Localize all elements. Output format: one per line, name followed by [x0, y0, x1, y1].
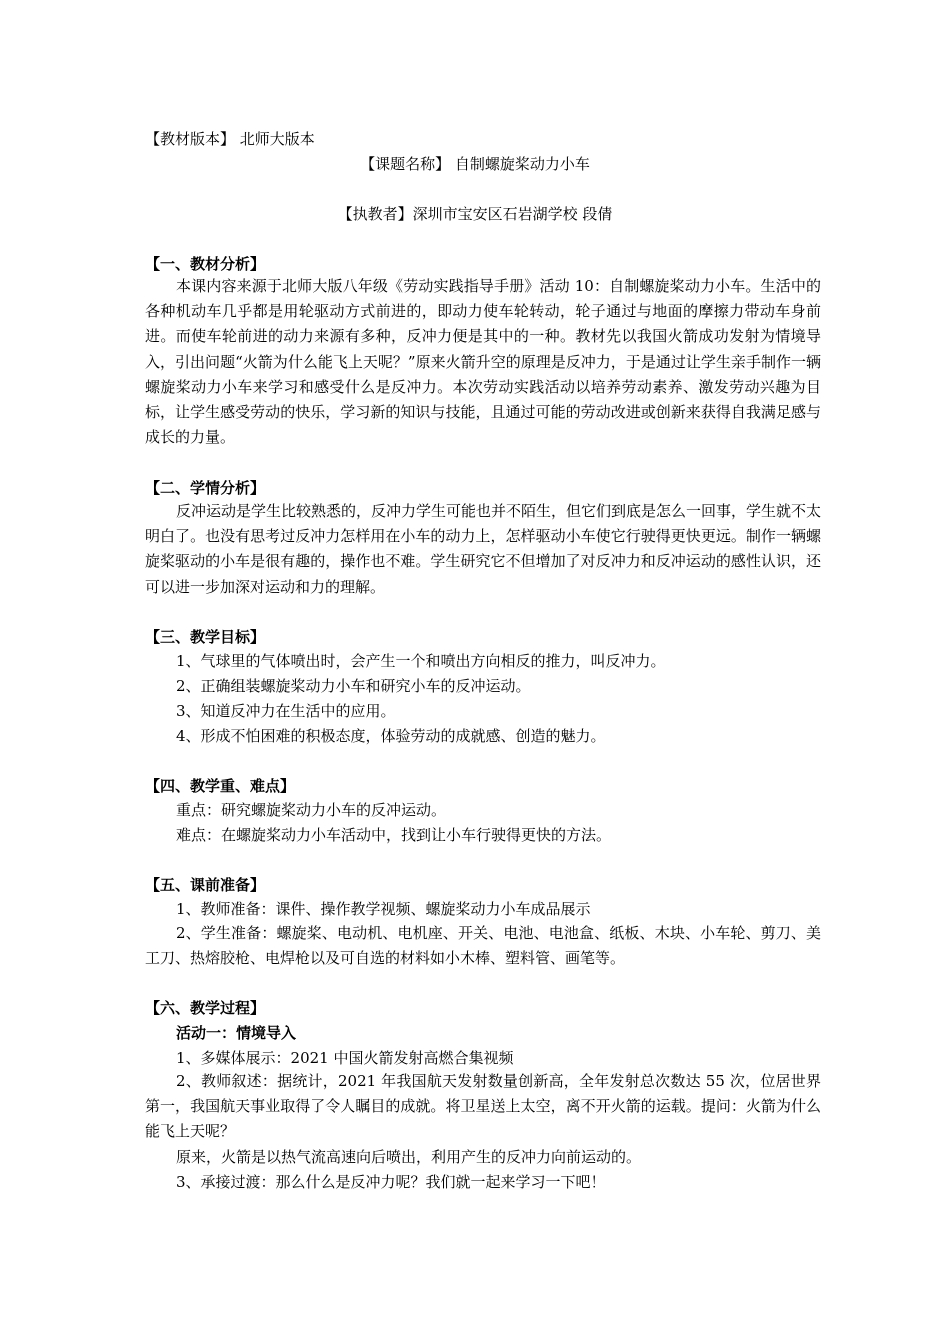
section-heading-preparation: 【五、课前准备】: [145, 876, 266, 894]
difficult-point: 难点：在螺旋桨动力小车活动中，找到让小车行驶得更快的方法。: [176, 826, 612, 844]
section-heading-process: 【六、教学过程】: [145, 999, 266, 1017]
process-step: 1、多媒体展示：2021 中国火箭发射高燃合集视频: [176, 1049, 514, 1067]
process-explanation: 原来，火箭是以热气流高速向后喷出，利用产生的反冲力向前运动的。: [176, 1148, 642, 1166]
key-point: 重点：研究螺旋桨动力小车的反冲运动。: [176, 801, 447, 819]
student-analysis-paragraph: 反冲运动是学生比较熟悉的，反冲力学生可能也并不陌生，但它们到底是怎么一回事，学生就不太明白了。也没有思考过反冲力怎样用在小车的动力上，怎样驱动小车使它行驶得更快更远。制作一辆螺旋桨驱动的小车是很有趣的，操作也不难。学生研究它不但增加了对反冲力和反冲运动的感性认识，还可以进一步加深对运动和力的理解。: [145, 502, 822, 596]
material-analysis-paragraph: 本课内容来源于北师大版八年级《劳动实践指导手册》活动 10：自制螺旋桨动力小车。生活中的各种机动车几乎都是用轮驱动方式前进的，即动力使车轮转动，轮子通过与地面的摩擦力带动车身前进。而使车轮前进的动力来源有多种，反冲力便是其中的一种。教材先以我国火箭成功发射为情境导入，引出问题“火箭为什么能飞上天呢？”原来火箭升空的原理是反冲力，于是通过让学生亲手制作一辆螺旋桨动力小车来学习和感受什么是反冲力。本次劳动实践活动以培养劳动素养、激发劳动兴趣为目标，让学生感受劳动的快乐，学习新的知识与技能，且通过可能的劳动改进或创新来获得自我满足感与成长的力量。: [145, 277, 821, 447]
teacher-line: 【执教者】深圳市宝安区石岩湖学校 段倩: [337, 205, 613, 223]
lesson-title: 【课题名称】 自制螺旋桨动力小车: [360, 155, 590, 173]
objective-item: 2、正确组装螺旋桨动力小车和研究小车的反冲运动。: [176, 677, 531, 695]
activity-title: 活动一：情境导入: [176, 1024, 297, 1042]
section-heading-material-analysis: 【一、教材分析】: [145, 255, 266, 273]
process-step: 2、教师叙述：据统计，2021 年我国航天发射数量创新高，全年发射总次数达 55 次，位居世界第一，我国航天事业取得了令人瞩目的成就。将卫星送上太空，离不开火箭的运载。提问：火箭为什么能飞上天呢？: [145, 1072, 821, 1141]
process-step: 3、承接过渡：那么什么是反冲力呢？我们就一起来学习一下吧！: [176, 1173, 606, 1191]
section-heading-student-analysis: 【二、学情分析】: [145, 479, 266, 497]
section-heading-objectives: 【三、教学目标】: [145, 628, 266, 646]
objective-item: 3、知道反冲力在生活中的应用。: [176, 702, 396, 720]
teacher-preparation: 1、教师准备：课件、操作教学视频、螺旋桨动力小车成品展示: [176, 900, 591, 918]
student-preparation: 2、学生准备：螺旋桨、电动机、电机座、开关、电池、电池盒、纸板、木块、小车轮、剪刀、美工刀、热熔胶枪、电焊枪以及可自选的材料如小木棒、塑料管、画笔等。: [145, 924, 821, 968]
objective-item: 1、气球里的气体喷出时，会产生一个和喷出方向相反的推力，叫反冲力。: [176, 652, 666, 670]
edition-line: 【教材版本】 北师大版本: [145, 130, 315, 148]
objective-item: 4、形成不怕困难的积极态度，体验劳动的成就感、创造的魅力。: [176, 727, 606, 745]
section-heading-key-points: 【四、教学重、难点】: [145, 777, 296, 795]
